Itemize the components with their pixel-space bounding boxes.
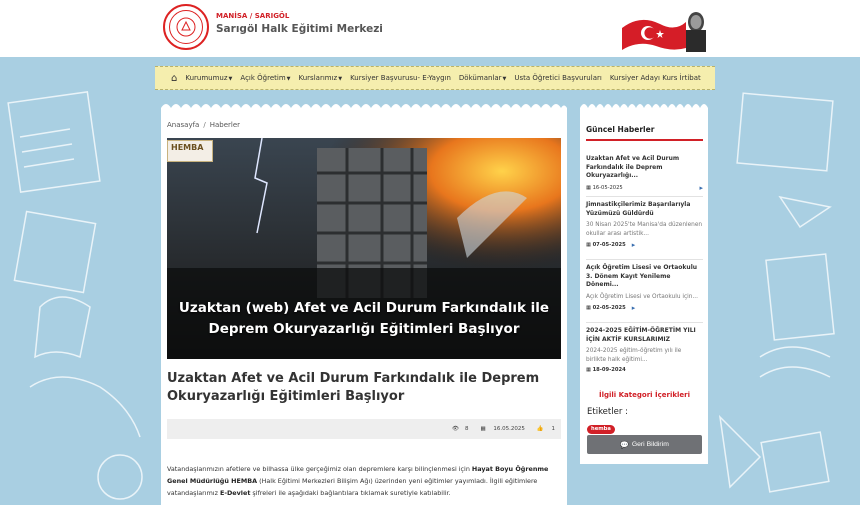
breadcrumb-separator: / [203, 121, 206, 129]
calendar-icon: ▦ [586, 184, 591, 191]
tag-hemba[interactable]: hemba [587, 425, 615, 434]
publish-date [474, 426, 524, 432]
chevron-down-icon: ▼ [502, 76, 507, 82]
news-item[interactable] [586, 201, 703, 249]
tags-label: Etiketler : [587, 407, 628, 417]
breadcrumb-current: Haberler [209, 121, 241, 129]
body-text-2: (Halk Eğitimi Merkezleri Bilişim Ağı) üzerinden yeni eğitimler yayımladı. İlgili eğitimlere vatandaşlarımız [167, 477, 538, 497]
views-count [446, 426, 468, 432]
breadcrumb [167, 121, 240, 129]
meb-logo[interactable] [163, 4, 209, 50]
article-hero-image [167, 138, 561, 359]
news-title[interactable]: Jimnastikçilerimiz Başarılarıyla Yüzümüzü Güldürdü [586, 201, 691, 217]
site-header [0, 0, 860, 57]
chevron-right-icon[interactable]: ▸ [631, 241, 636, 249]
chevron-down-icon: ▼ [286, 76, 291, 82]
news-divider [586, 196, 703, 197]
related-category-link[interactable]: İlgili Kategori İçerikleri [598, 391, 690, 399]
home-icon[interactable]: ⌂ [171, 72, 178, 84]
news-date-value: 07-05-2025 [592, 242, 626, 248]
like-button[interactable] [531, 426, 555, 432]
news-date [586, 242, 626, 248]
chevron-down-icon: ▼ [338, 76, 343, 82]
news-item[interactable] [586, 155, 703, 192]
views-value: 8 [464, 426, 469, 432]
logo-emblem-icon [169, 10, 203, 44]
news-date-row [586, 184, 703, 192]
breadcrumb-home[interactable]: Anasayfa [167, 121, 200, 129]
nav-item-acik-ogretim[interactable] [240, 74, 290, 82]
article-body [167, 463, 561, 499]
news-date-row [586, 304, 703, 312]
article-title: Uzaktan Afet ve Acil Durum Farkındalık ile Deprem Okuryazarlığı Eğitimleri Başlıyor [167, 371, 540, 404]
hemba-logo: HEMBA [167, 140, 213, 162]
news-excerpt: 2024-2025 eğitim-öğretim yılı ile birlikte halk eğitimi... [586, 348, 682, 363]
feedback-button[interactable] [587, 435, 702, 454]
news-excerpt: Açık Öğretim Lisesi ve Ortaokulu için... [586, 293, 698, 300]
body-text-1: Vatandaşlarımızın afetlere ve bilhassa ülke gerçeğimiz olan depremlere karşı bilinçlenmesi için [167, 465, 472, 473]
news-date [586, 305, 626, 311]
news-date-row [586, 241, 703, 249]
news-divider [586, 322, 703, 323]
news-item[interactable] [586, 264, 703, 312]
location-label: MANİSA / SARIGÖL [216, 12, 290, 20]
body-bold-1: Hayat Boyu Öğrenme Genel Müdürlüğü HEMBA [167, 465, 549, 485]
news-item[interactable] [586, 327, 703, 373]
eye-icon: 👁 [451, 426, 459, 432]
likes-value: 1 [551, 426, 555, 432]
nav-item-kursiyer-adayi[interactable] [610, 74, 701, 82]
calendar-icon: ▦ [480, 426, 486, 432]
date-value: 16.05.2025 [493, 426, 525, 432]
thumbs-up-icon: 👍 [536, 426, 544, 432]
news-date-value: 18-09-2024 [592, 367, 626, 373]
news-date [586, 367, 626, 373]
sidebar-title: Güncel Haberler [586, 125, 655, 134]
nav-label: Açık Öğretim [240, 74, 286, 82]
news-date-value: 02-05-2025 [592, 305, 626, 311]
chevron-right-icon[interactable]: ▸ [631, 304, 636, 312]
hero-caption-line-1: Uzaktan (web) Afet ve Acil Durum Farkındalık ile [178, 300, 550, 316]
chat-bubble-icon: 💬 [620, 441, 629, 449]
nav-item-kurumumuz[interactable] [185, 74, 232, 82]
chevron-right-icon[interactable]: ▸ [699, 183, 703, 192]
news-title[interactable]: Uzaktan Afet ve Acil Durum Farkındalık ile Deprem Okuryazarlığı... [586, 155, 680, 179]
nav-label: Kursiyer Adayı Kurs İrtibat [609, 74, 701, 82]
nav-label: Dökümanlar [458, 74, 502, 82]
chevron-down-icon: ▼ [228, 76, 233, 82]
body-text-3: şifreleri ile aşağıdaki bağlantılara tıklamak suretiyle katılabilir. [250, 489, 451, 497]
nav-label: Usta Öğretici Başvuruları [514, 74, 602, 82]
nav-label: Kurumumuz [185, 74, 228, 82]
main-nav [155, 66, 715, 90]
nav-label: Kursiyer Başvurusu- E-Yaygın [350, 74, 451, 82]
calendar-icon: ▦ [586, 305, 591, 311]
news-date [586, 185, 623, 191]
feedback-label: Geri Bildirim [631, 441, 669, 448]
nav-item-kurslarimiz[interactable] [299, 74, 343, 82]
calendar-icon: ▦ [586, 242, 591, 248]
calendar-icon: ▦ [586, 367, 591, 373]
news-title[interactable]: 2024-2025 EĞİTİM-ÖĞRETİM YILI İÇİN AKTİF KURSLARIMIZ [586, 327, 696, 343]
nav-item-kursiyer-basvurusu[interactable] [350, 74, 451, 82]
institution-name[interactable]: Sarıgöl Halk Eğitimi Merkezi [216, 23, 383, 35]
sidebar-title-underline [586, 139, 703, 141]
news-date-value: 16-05-2025 [592, 184, 623, 191]
article-meta-bar [167, 419, 561, 439]
news-excerpt: 30 Nisan 2025'te Manisa'da düzenlenen okullar arası artistik... [586, 222, 703, 237]
turkish-flag-ataturk-image [620, 8, 708, 52]
hero-caption-line-2: Deprem Okuryazarlığı Eğitimleri Başlıyor [208, 321, 520, 337]
news-divider [586, 259, 703, 260]
hero-caption [167, 298, 561, 340]
body-bold-2: E-Devlet [219, 489, 251, 497]
nav-item-usta-ogretici[interactable] [514, 74, 601, 82]
news-title[interactable]: Açık Öğretim Lisesi ve Ortaokulu 3. Dönem Kayıt Yenileme Dönemi... [586, 264, 698, 288]
nav-item-dokumanlar[interactable] [459, 74, 506, 82]
news-date-row [586, 367, 703, 373]
nav-label: Kurslarımız [298, 74, 338, 82]
